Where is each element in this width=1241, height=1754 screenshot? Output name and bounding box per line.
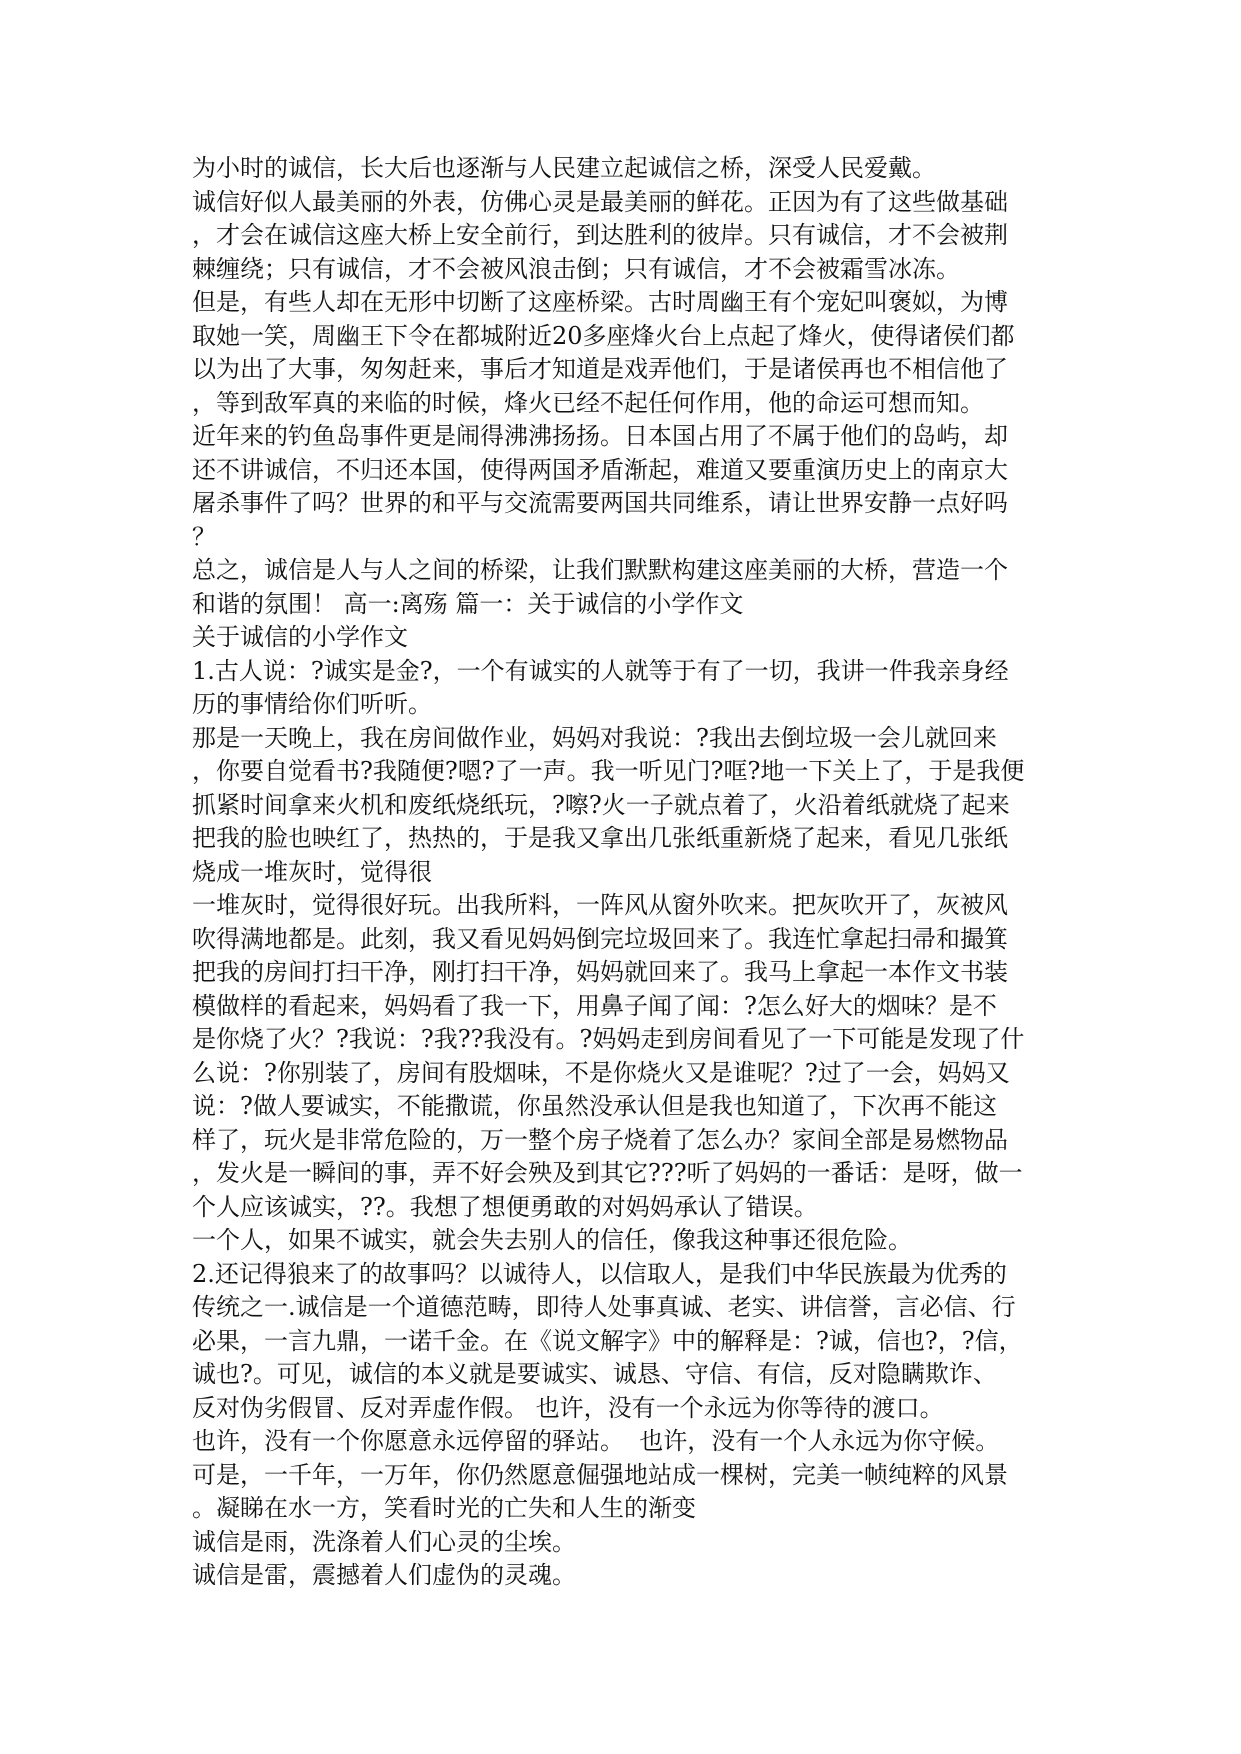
text-line: 诚信好似人最美丽的外表，仿佛心灵是最美丽的鲜花。正因为有了这些做基础 [192, 187, 1008, 216]
text-line: 也许，没有一个你愿意永远停留的驿站。 也许，没有一个人永远为你守候。 [192, 1427, 1000, 1455]
text-line: ，等到敌军真的来临的时候，烽火已经不起任何作用，他的命运可想而知。 [192, 388, 984, 417]
text-line: 烧成一堆灰时，觉得很 [192, 857, 432, 886]
text-line: 还不讲诚信，不归还本国，使得两国矛盾渐起，难道又要重演历史上的南京大 [192, 455, 1008, 484]
text-line: ，你要自觉看书?我随便?嗯?了一声。我一听见门?哐?地一下关上了，于是我便 [192, 757, 1025, 785]
text-line: 和谐的氛围！ 高一:离殇 篇一：关于诚信的小学作文 [192, 589, 744, 618]
text-line: 必果，一言九鼎，一诺千金。在《说文解字》中的解释是：?诚，信也?，?信， [192, 1326, 1023, 1355]
text-line: 屠杀事件了吗？世界的和平与交流需要两国共同维系，请让世界安静一点好吗 [192, 489, 1008, 517]
text-line: 棘缠绕；只有诚信，才不会被风浪击倒；只有诚信，才不会被霜雪冰冻。 [192, 254, 960, 283]
text-line: 关于诚信的小学作文 [192, 623, 408, 651]
text-line: 诚也?。可见，诚信的本义就是要诚实、诚恳、守信、有信，反对隐瞒欺诈、 [192, 1360, 997, 1388]
text-line: 那是一天晚上，我在房间做作业，妈妈对我说：?我出去倒垃圾一会儿就回来 [192, 723, 997, 752]
text-line: 吹得满地都是。此刻，我又看见妈妈倒完垃圾回来了。我连忙拿起扫帚和撮箕 [192, 924, 1008, 953]
text-line: 个人应该诚实，??。我想了想便勇敢的对妈妈承认了错误。 [192, 1192, 818, 1221]
text-line: ，发火是一瞬间的事，弄不好会殃及到其它???听了妈妈的一番话：是呀，做一 [192, 1159, 1023, 1187]
text-line: 传统之一.诚信是一个道德范畴，即待人处事真诚、老实、讲信誉，言必信、行 [192, 1293, 1016, 1321]
text-line: 样了，玩火是非常危险的，万一整个房子烧着了怎么办？家间全部是易燃物品 [192, 1125, 1008, 1154]
text-line: 反对伪劣假冒、反对弄虚作假。 也许，没有一个永远为你等待的渡口。 [192, 1393, 944, 1422]
text-line: ，才会在诚信这座大桥上安全前行，到达胜利的彼岸。只有诚信，才不会被荆 [192, 221, 1008, 249]
text-line: 1.古人说：?诚实是金?，一个有诚实的人就等于有了一切，我讲一件我亲身经 [192, 656, 1009, 685]
text-line: 总之，诚信是人与人之间的桥梁，让我们默默构建这座美丽的大桥，营造一个 [192, 556, 1008, 584]
text-line: 为小时的诚信，长大后也逐渐与人民建立起诚信之桥，深受人民爱戴。 [192, 154, 936, 182]
text-line: 一个人，如果不诚实，就会失去别人的信任，像我这种事还很危险。 [192, 1226, 912, 1254]
text-line: 说：?做人要诚实，不能撒谎，你虽然没承认但是我也知道了，下次再不能这 [192, 1092, 997, 1120]
text-line: 么说：?你别装了，房间有股烟味，不是你烧火又是谁呢？?过了一会，妈妈又 [192, 1058, 1010, 1087]
text-line: 模做样的看起来，妈妈看了我一下，用鼻子闻了闻：?怎么好大的烟味？是不 [192, 991, 997, 1020]
text-line: 抓紧时间拿来火机和废纸烧纸玩，?嚓?火一子就点着了，火沿着纸就烧了起来 [192, 790, 1010, 819]
text-line: 一堆灰时，觉得很好玩。出我所料，一阵风从窗外吹来。把灰吹开了，灰被风 [192, 891, 1008, 919]
text-line: 诚信是雷，震撼着人们虚伪的灵魂。 [192, 1561, 576, 1589]
text-line: 是你烧了火？?我说：?我??我没有。?妈妈走到房间看见了一下可能是发现了什 [192, 1025, 1025, 1053]
text-line: ？ [192, 522, 216, 551]
text-line: 把我的脸也映红了，热热的，于是我又拿出几张纸重新烧了起来，看见几张纸 [192, 824, 1008, 852]
text-line: 取她一笑，周幽王下令在都城附近20多座烽火台上点起了烽火，使得诸侯们都 [192, 321, 1015, 350]
text-line: 但是，有些人却在无形中切断了这座桥梁。古时周幽王有个宠妃叫褒姒，为博 [192, 288, 1008, 316]
text-line: 诚信是雨，洗涤着人们心灵的尘埃。 [192, 1527, 576, 1556]
text-line: 把我的房间打扫干净，刚打扫干净，妈妈就回来了。我马上拿起一本作文书装 [192, 958, 1008, 986]
text-line: 可是，一千年，一万年，你仍然愿意倔强地站成一棵树，完美一帧纯粹的风景 [192, 1460, 1008, 1489]
text-line: 以为出了大事，匆匆赶来，事后才知道是戏弄他们，于是诸侯再也不相信他了 [192, 355, 1008, 383]
text-line: 2.还记得狼来了的故事吗？以诚待人，以信取人，是我们中华民族最为优秀的 [192, 1259, 1007, 1288]
text-line: 。凝睇在水一方，笑看时光的亡失和人生的渐变 [192, 1494, 696, 1522]
text-line: 近年来的钓鱼岛事件更是闹得沸沸扬扬。日本国占用了不属于他们的岛屿，却 [192, 422, 1008, 450]
essay-text [192, 152, 1052, 1593]
text-line: 历的事情给你们听听。 [192, 690, 432, 718]
